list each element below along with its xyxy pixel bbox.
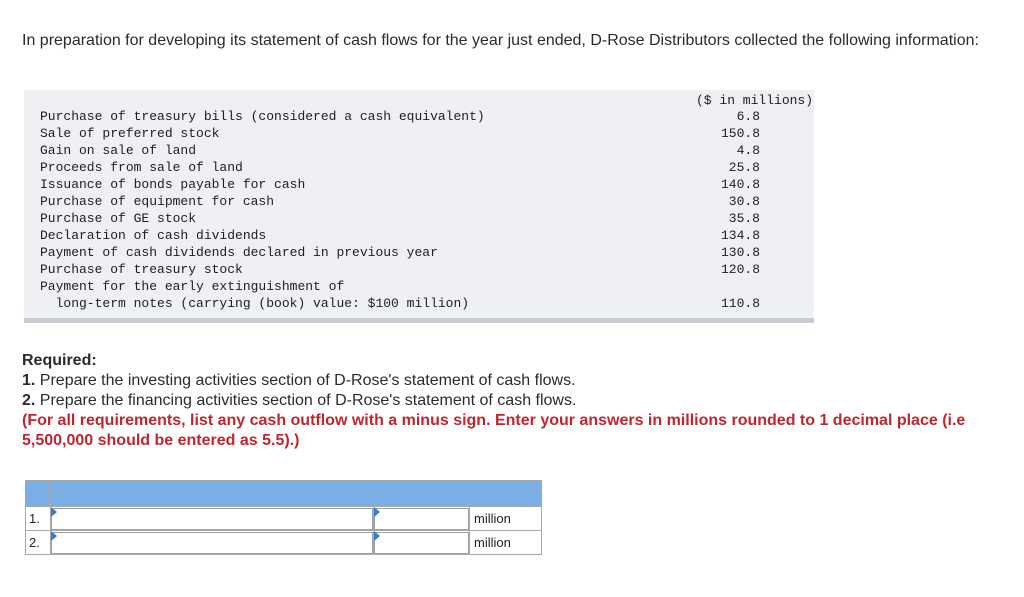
requirement-2: [22, 391, 1022, 411]
item-label: Payment of cash dividends declared in previous year: [40, 245, 438, 260]
amount-input[interactable]: [374, 508, 469, 530]
dropdown-flag-icon: [374, 531, 380, 541]
description-input[interactable]: [51, 532, 373, 554]
item-value: 35.8: [728, 211, 760, 226]
units-header: ($ in millions): [696, 93, 814, 108]
requirement-2-text: Prepare the financing activities section of D-Rose's statement of cash flows.: [35, 392, 577, 409]
description-cell[interactable]: [51, 507, 374, 531]
data-row: [40, 108, 800, 125]
item-label: Declaration of cash dividends: [40, 228, 267, 243]
item-label: Purchase of GE stock: [40, 211, 197, 226]
data-table: [24, 90, 814, 323]
dropdown-flag-icon: [374, 507, 380, 517]
requirements: [22, 351, 1022, 451]
item-value: 110.8: [720, 296, 760, 311]
item-label: Purchase of equipment for cash: [40, 194, 275, 209]
intro-text: In preparation for developing its statement of cash flows for the year just ended, D-Rose Distributors collected the following information:: [22, 32, 979, 49]
answer-row: [26, 507, 542, 531]
item-label: Proceeds from sale of land: [40, 160, 243, 175]
item-label: Gain on sale of land: [40, 143, 197, 158]
required-heading: Required:: [22, 352, 97, 369]
item-label: Issuance of bonds payable for cash: [40, 177, 306, 192]
item-value: 130.8: [720, 245, 760, 260]
instruction-note: (For all requirements, list any cash outflow with a minus sign. Enter your answers in millions rounded to 1 decimal place (i.e 5,500,000 should be entered as 5.5).): [22, 412, 966, 449]
data-row: [40, 176, 800, 193]
item-label: long-term notes (carrying (book) value: $100 million): [40, 296, 470, 311]
amount-cell[interactable]: [374, 507, 470, 531]
header-cell: [470, 481, 542, 507]
amount-input[interactable]: [374, 532, 469, 554]
item-value: 120.8: [720, 262, 760, 277]
answer-row: [26, 531, 542, 555]
row-number: 2.: [26, 531, 51, 555]
data-row: [40, 142, 800, 159]
data-row: [40, 159, 800, 176]
amount-cell[interactable]: [374, 531, 470, 555]
data-row: [40, 227, 800, 244]
dropdown-flag-icon: [51, 507, 57, 517]
data-row: [40, 210, 800, 227]
item-value: 6.8: [736, 109, 760, 124]
data-row: [40, 295, 800, 312]
requirement-2-number: 2.: [22, 392, 36, 409]
item-label: Sale of preferred stock: [40, 126, 220, 141]
item-value: 4.8: [736, 143, 760, 158]
answer-table: [25, 480, 542, 555]
dropdown-flag-icon: [51, 531, 57, 541]
description-cell[interactable]: [51, 531, 374, 555]
data-row: [40, 261, 800, 278]
data-row: [40, 193, 800, 210]
item-value: 140.8: [720, 177, 760, 192]
unit-label: million: [470, 531, 542, 555]
requirement-1-text: Prepare the investing activities section of D-Rose's statement of cash flows.: [35, 372, 576, 389]
unit-label: million: [470, 507, 542, 531]
header-cell: [374, 481, 470, 507]
data-row: [40, 244, 800, 261]
item-label: Payment for the early extinguishment of: [40, 279, 345, 294]
item-label: Purchase of treasury stock: [40, 262, 243, 277]
data-row: [40, 125, 800, 142]
data-row: [40, 278, 800, 295]
requirement-1: [22, 371, 1022, 391]
item-label: Purchase of treasury bills (considered a cash equivalent): [40, 109, 485, 124]
item-value: 134.8: [720, 228, 760, 243]
description-input[interactable]: [51, 508, 373, 530]
header-cell: [26, 481, 51, 507]
header-cell: [51, 481, 374, 507]
item-value: 30.8: [728, 194, 760, 209]
row-number: 1.: [26, 507, 51, 531]
item-value: 150.8: [720, 126, 760, 141]
item-value: 25.8: [728, 160, 760, 175]
requirement-1-number: 1.: [22, 372, 36, 389]
answer-table-header: [26, 481, 542, 507]
